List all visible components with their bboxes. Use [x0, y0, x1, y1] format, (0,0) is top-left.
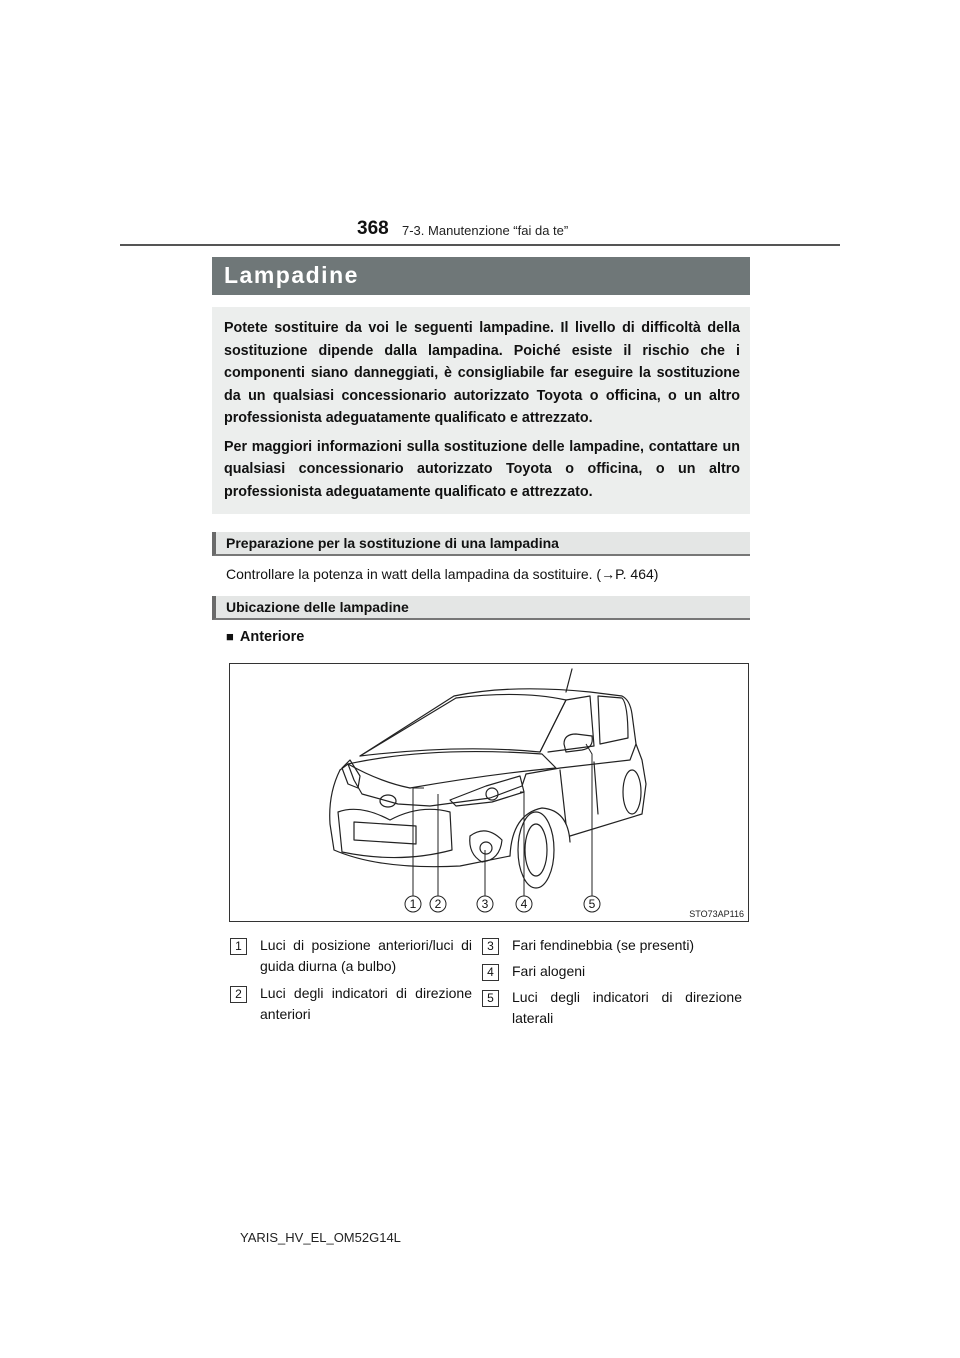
legend-number-2: 2	[230, 986, 247, 1003]
intro-paragraph-2: Per maggiori informazioni sulla sostituzione delle lampadine, contattare un qualsiasi concessionario autorizzato Toyota o officina, o un altro professionista adeguatamente qualificato e attrezzato.	[224, 438, 740, 500]
legend-text-5: Luci degli indicatori di direzione laterali	[512, 989, 742, 1026]
legend-text-2: Luci degli indicatori di direzione anteriori	[260, 985, 472, 1022]
bullet-marker: ■	[226, 629, 234, 644]
header-divider	[120, 244, 840, 246]
callout-5: 5	[588, 897, 596, 911]
document-code: YARIS_HV_EL_OM52G14L	[240, 1230, 401, 1245]
callout-2: 2	[434, 897, 442, 911]
figure-code: STO73AP116	[689, 909, 744, 919]
legend-item-1	[230, 935, 472, 977]
subheading-location: Ubicazione delle lampadine	[212, 596, 750, 620]
section-title: 7-3. Manutenzione “fai da te”	[402, 223, 569, 238]
car-illustration	[229, 663, 749, 922]
legend-number-5: 5	[482, 990, 499, 1007]
front-label: Anteriore	[239, 629, 305, 645]
callout-3: 3	[481, 897, 489, 911]
wattage-instruction: Controllare la potenza in watt della lampadina da sostituire. (→P. 464)	[226, 566, 659, 582]
legend-number-1: 1	[230, 938, 247, 955]
page-title: Lampadine	[212, 257, 750, 295]
legend-item-4	[482, 961, 742, 982]
intro-box	[212, 307, 750, 514]
front-heading	[226, 629, 304, 645]
callout-4: 4	[520, 897, 528, 911]
legend-text-4: Fari alogeni	[512, 963, 586, 979]
legend-item-3	[482, 935, 742, 956]
legend-item-2	[230, 983, 472, 1025]
callout-1: 1	[409, 897, 417, 911]
car-drawing	[230, 664, 748, 921]
legend-item-5	[482, 987, 742, 1029]
legend-text-3: Fari fendinebbia (se presenti)	[512, 937, 695, 953]
intro-paragraph-1: Potete sostituire da voi le seguenti lampadine. Il livello di difficoltà della sostituzione dipende dalla lampadina. Poiché esiste il rischio che i componenti siano danneggiati, è consigliabile far eseguire la sostituzione da un qualsiasi concessionario autorizzato Toyota o officina, o un altro professionista adeguatamente qualificato e attrezzato.	[224, 320, 740, 426]
legend-number-3: 3	[482, 938, 499, 955]
legend-text-1: Luci di posizione anteriori/luci di guida diurna (a bulbo)	[260, 937, 472, 974]
page-number: 368	[357, 218, 389, 239]
subheading-preparation: Preparazione per la sostituzione di una lampadina	[212, 532, 750, 556]
legend-number-4: 4	[482, 964, 499, 981]
